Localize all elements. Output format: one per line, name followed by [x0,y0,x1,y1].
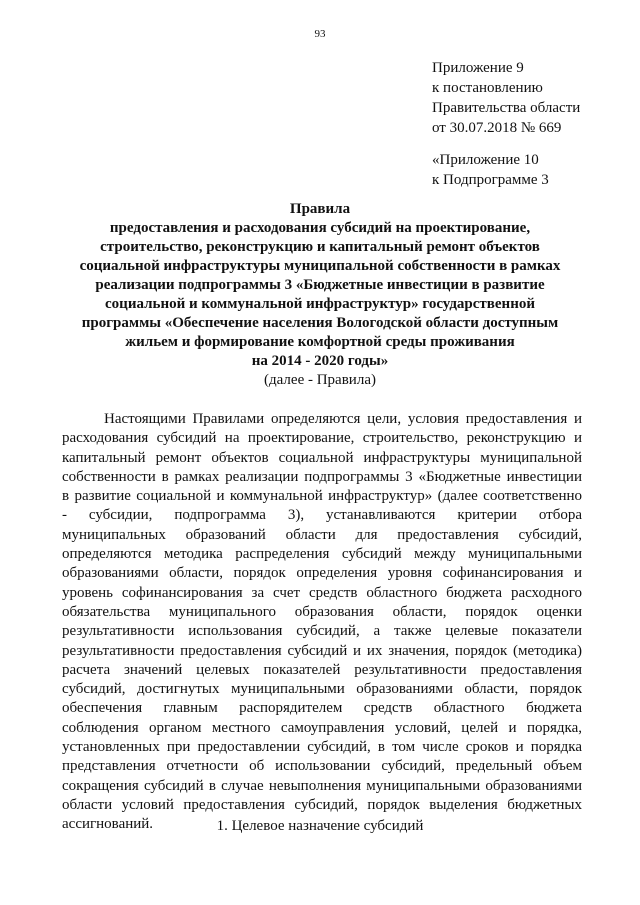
document-subtitle [60,219,580,371]
subtitle-line: предоставления и расходования субсидий на проектирование, [109,220,531,236]
appendix-line: Правительства области [432,100,581,116]
paragraph-line: обязательства муниципального образования области, порядок оценки [62,603,582,620]
appendix-line: Приложение 9 [432,60,524,76]
paragraph-line: установленных при предоставлении субсидий, в том числе сроков и порядка [62,739,582,756]
subtitle-line: строительство, реконструкцию и капитальный ремонт объектов [100,239,540,255]
document-title: Правила [289,201,351,217]
appendix-line: к постановлению [432,80,543,96]
body-paragraph [62,410,582,835]
paragraph-line: образованиями области, порядок определения уровня софинансирования и [62,565,582,582]
appendix-inner-line: к Подпрограмме 3 [432,172,549,188]
paragraph-line: представления отчетности об использовании субсидий, предельный объем [62,758,582,775]
appendix-inner-line: «Приложение 10 [432,152,539,168]
subtitle-line: социальной и коммунальной инфраструктур» государственной [105,296,535,312]
paragraph-line: в развитие социальной и коммунальной инфраструктур» (далее соответственно [62,488,582,505]
paragraph-line: субсидий, достигнутых муниципальными образованиями области, порядок [62,681,582,698]
paragraph-line: муниципальных образований области для предоставления субсидий, [62,526,582,543]
appendix-reference [432,58,580,138]
section-heading: 1. Целевое назначение субсидий [216,818,424,834]
paragraph-line: определяются методика распределения субсидий между муниципальными [62,546,582,563]
subtitle-line: программы «Обеспечение населения Вологодской области доступным [81,315,559,331]
paragraph-line: результативности предоставления субсидий и их значения, порядок (методика) [62,642,582,659]
appendix-inner-reference [432,150,549,190]
paragraph-line: уровень софинансирования за счет средств областного бюджета расходного [62,584,582,601]
page-number: 93 [314,28,326,40]
paragraph-line: ассигнований. [62,816,154,833]
paragraph-line: расходования субсидий на проектирование, строительство, реконструкцию и [62,430,582,447]
paragraph-line: расчета значений целевых показателей результативности предоставления [62,661,582,678]
appendix-line: от 30.07.2018 № 669 [432,120,562,136]
subtitle-line: на 2014 - 2020 годы» [251,353,389,369]
subtitle-line: реализации подпрограммы 3 «Бюджетные инвестиции в развитие [95,277,545,293]
paragraph-line: сокращения субсидий в случае невыполнения муниципальными образованиями [62,777,582,794]
document-short-name: (далее - Правила) [264,372,376,388]
subtitle-line: жильем и формирование комфортной среды проживания [125,334,515,350]
paragraph-line: капитальный ремонт объектов социальной инфраструктуры муниципальной [62,449,582,466]
paragraph-line: области условий предоставления субсидий, порядок выделения бюджетных [62,796,582,813]
paragraph-line: результативности использования субсидий, а также целевые показатели [62,623,582,640]
paragraph-line: собственности в рамках реализации подпрограммы 3 «Бюджетные инвестиции [62,468,582,485]
document-title-block [60,200,580,390]
paragraph-line: обеспечения главным распорядителем средств областного бюджета [62,700,582,717]
paragraph-line: - субсидии, подпрограмма 3), устанавливаются критерии отбора [62,507,582,524]
paragraph-line: соблюдения органом местного самоуправления условий, целей и порядка, [62,719,582,736]
subtitle-line: социальной инфраструктуры муниципальной собственности в рамках [79,258,561,274]
paragraph-line: Настоящими Правилами определяются цели, условия предоставления и [104,411,582,427]
